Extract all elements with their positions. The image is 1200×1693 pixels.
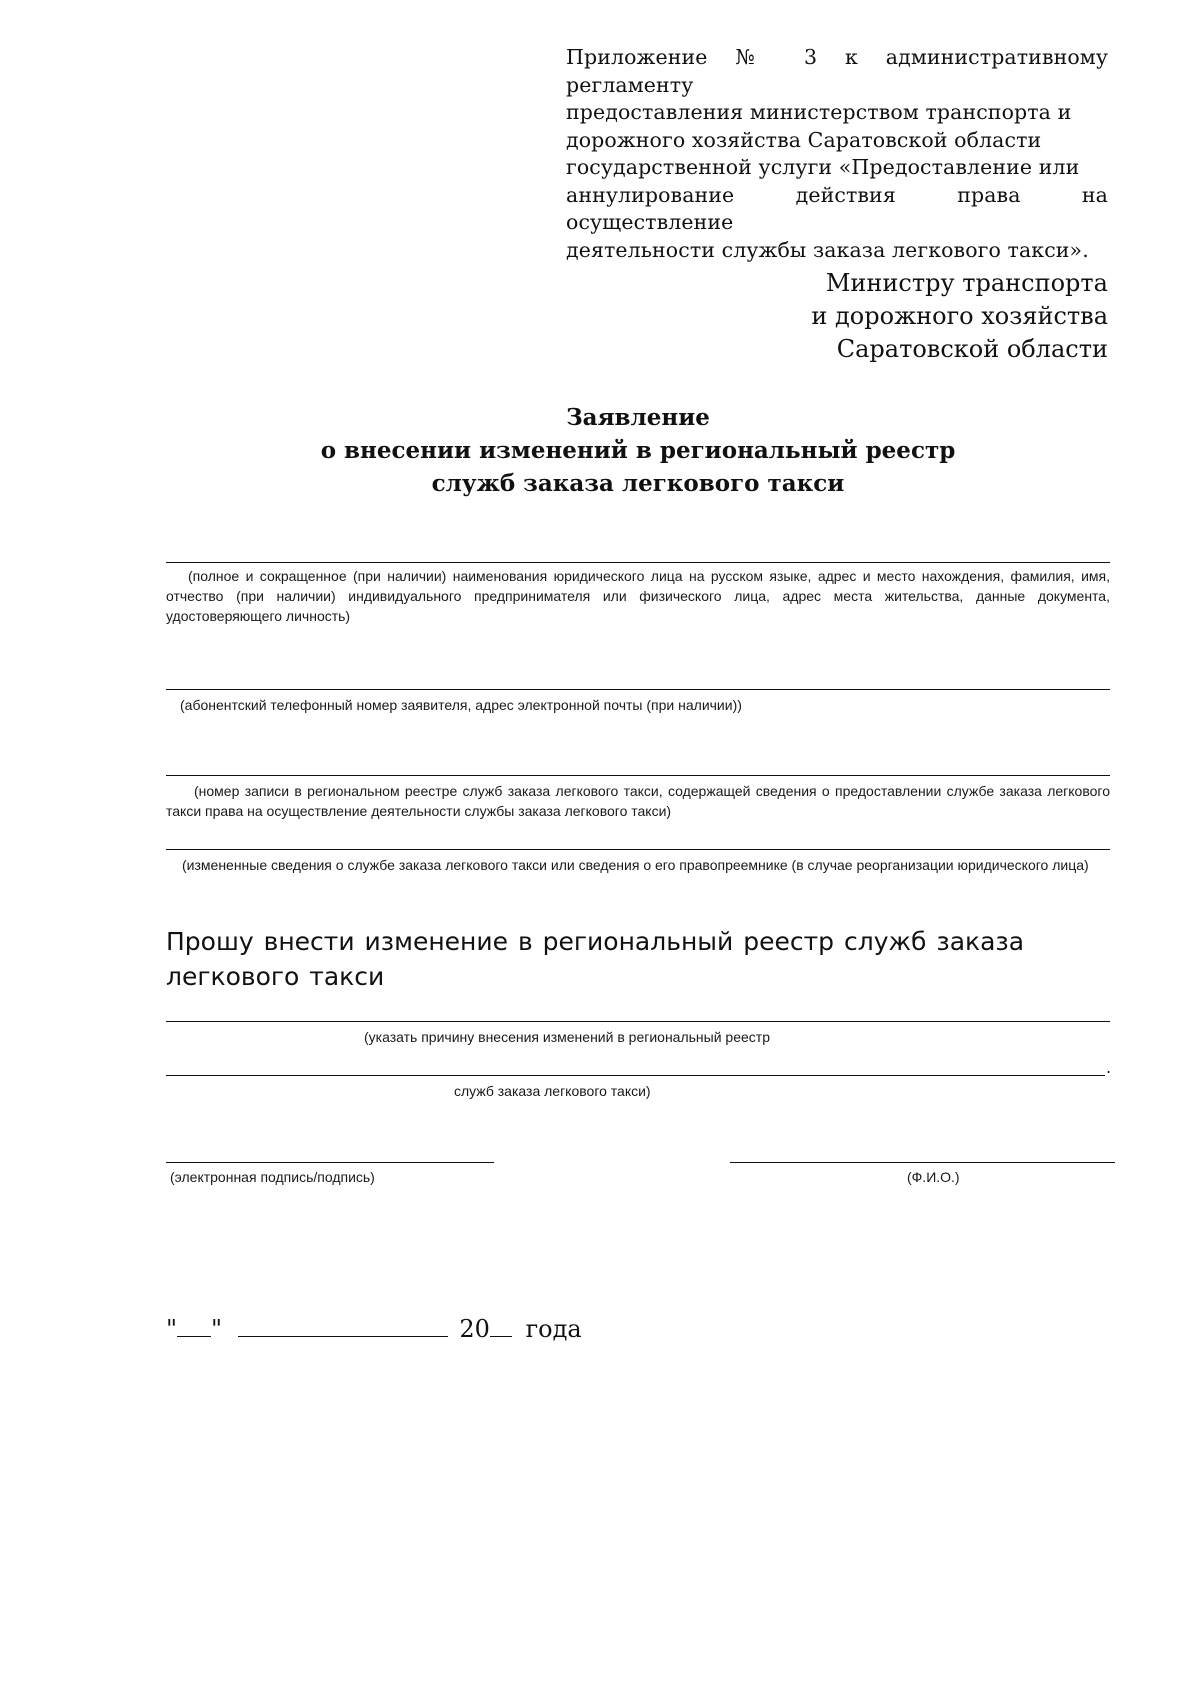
title-line: о внесении изменений в региональный реестр: [320, 437, 956, 464]
phone-field-line[interactable]: [166, 689, 1110, 690]
request-paragraph: Прошу внести изменение в региональный реестр служб заказа легкового такси: [166, 927, 1025, 991]
applicant-field-line[interactable]: [166, 562, 1110, 563]
changed-info-field-caption: (измененные сведения о службе заказа легкового такси или сведения о его правопреемнике (в случае реорганизации юридического лица): [182, 857, 1089, 873]
date-line: [166, 1313, 582, 1345]
applicant-field-caption: (полное и сокращенное (при наличии) наименования юридического лица на русском языке, адрес и место нахождения, фамилия, имя, отчество (при наличии) индивидуального предпринимателя или физического лица, адрес места жительства, данные документа, удостоверяющего личность): [166, 568, 1110, 624]
appendix-line: Приложение № 3 к административному регламенту: [566, 45, 1108, 97]
date-open-quote: ": [166, 1315, 178, 1343]
title-line: Заявление: [566, 404, 710, 431]
date-close-quote: ": [211, 1315, 223, 1343]
title-line: служб заказа легкового такси: [431, 470, 845, 497]
appendix-line: дорожного хозяйства Саратовской области: [566, 127, 1042, 152]
name-field-caption: (Ф.И.О.): [907, 1169, 960, 1185]
year-field[interactable]: [490, 1316, 512, 1337]
record-field-caption: (номер записи в региональном реестре служб заказа легкового такси, содержащей сведения о предоставлении службе заказа легкового такси права на осуществление деятельности службы заказа легкового такси): [166, 783, 1110, 819]
phone-field-caption: (абонентский телефонный номер заявителя, адрес электронной почты (при наличии)): [180, 697, 742, 713]
reason-field-caption-2: служб заказа легкового такси): [454, 1083, 651, 1099]
year-prefix: 20: [459, 1315, 490, 1343]
document-title: [0, 401, 1200, 500]
addressee-line: Министру транспорта: [825, 269, 1108, 297]
addressee-line: Саратовской области: [836, 335, 1108, 363]
record-field-line[interactable]: [166, 775, 1110, 776]
addressee-block: [811, 267, 1108, 366]
reason-field-caption-1: (указать причину внесения изменений в региональный реестр: [364, 1029, 770, 1045]
appendix-line: предоставления министерством транспорта и: [566, 100, 1072, 124]
day-field[interactable]: [177, 1316, 211, 1337]
year-suffix: года: [525, 1315, 582, 1343]
reason-field-line-2[interactable]: [166, 1075, 1105, 1076]
reason-field-line-1[interactable]: [166, 1021, 1110, 1022]
reason-end-mark: .: [1106, 1058, 1112, 1077]
appendix-line: государственной услуги «Предоставление или: [566, 155, 1080, 179]
month-field[interactable]: [238, 1316, 448, 1337]
signature-field-caption: (электронная подпись/подпись): [170, 1169, 375, 1185]
appendix-line: деятельности службы заказа легкового такси».: [566, 237, 1089, 262]
signature-field-line[interactable]: [166, 1162, 494, 1163]
addressee-line: и дорожного хозяйства: [811, 302, 1108, 330]
name-field-line[interactable]: [730, 1162, 1115, 1163]
appendix-note: [566, 44, 1108, 264]
changed-info-field-line[interactable]: [166, 849, 1110, 850]
appendix-line: аннулирование действия права на осуществление: [566, 182, 1108, 234]
